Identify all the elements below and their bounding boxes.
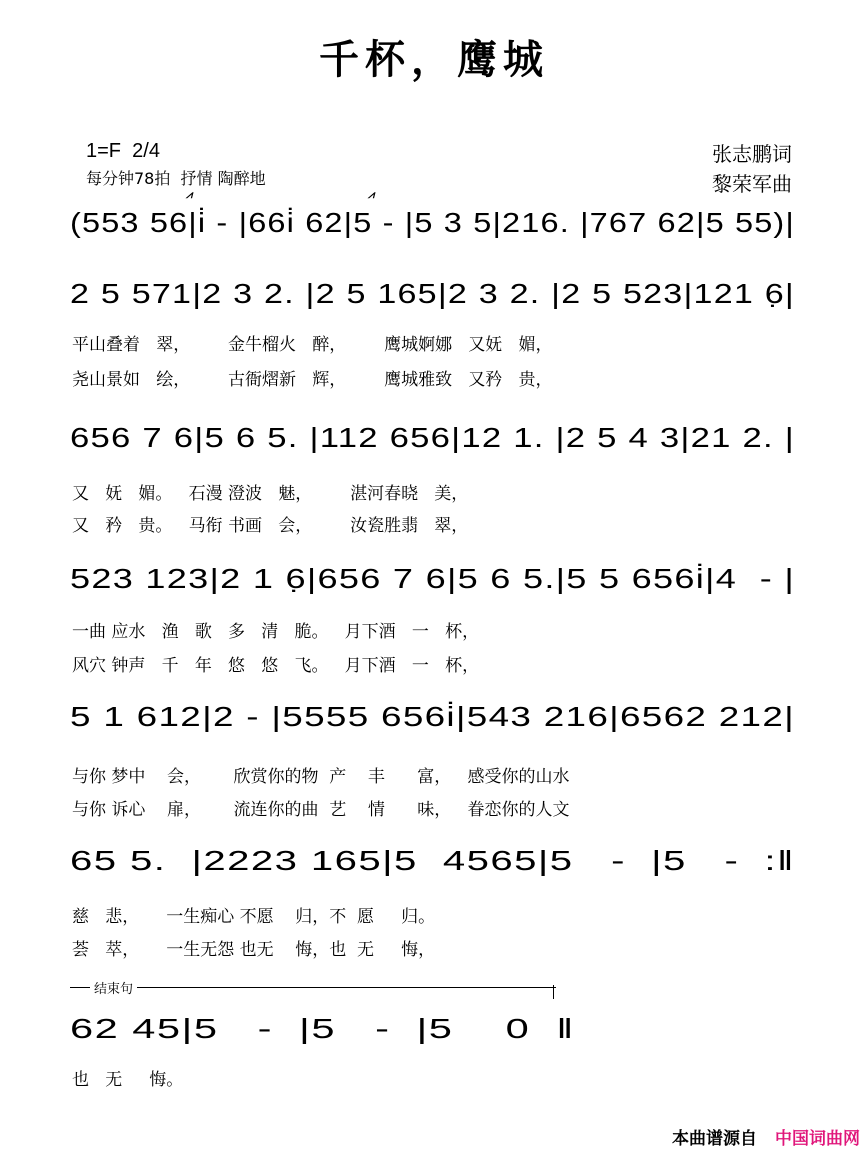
song-title: 千杯，鹰城 <box>319 36 549 83</box>
ending-label: 结束句 <box>94 982 134 997</box>
lyrics-ending: 也 无 悔。 <box>72 1070 184 1090</box>
ending-bracket-tick <box>553 985 554 999</box>
lyrics-verse1-line-5: 慈 悲， 一生痴心 不愿 归，不 愿 归。 <box>72 907 436 927</box>
ornament-mordent-icon: ⩘ <box>368 188 375 201</box>
lyrics-verse1-line-4: 与你 梦中 会， 欣赏你的物 产 丰 富， 感受你的山水 <box>72 767 570 787</box>
notation-line-ending: 62 45|5 - |5 - |5 0 ‖ <box>70 1013 575 1044</box>
notation-line-3: 523 123|2 1 6̣|656 7 6|5 6 5.|5 5 656i̇|4 - | <box>70 563 795 594</box>
lyrics-verse2-line-3: 风穴 钟声 千 年 悠 悠 飞。 月下酒 一 杯， <box>72 656 480 676</box>
source-footer <box>660 1104 860 1149</box>
ending-phrase-bracket <box>70 978 556 997</box>
lyrics-verse2-line-5: 荟 萃， 一生无怨 也无 悔，也 无 悔， <box>72 940 436 960</box>
lyrics-verse1-line-2: 又 妩 媚。 石漫 澄波 魅， 湛河春晓 美， <box>72 484 469 504</box>
lyrics-verse2-line-4: 与你 诉心 扉， 流连你的曲 艺 情 味， 眷恋你的人文 <box>72 800 570 820</box>
notation-line-4: 5 1 612|2 - |5555 656i̇|543 216|6562 212| <box>70 701 795 732</box>
notation-line-1: 2 5 571|2 3 2. |2 5 165|2 3 2. |2 5 523|121 6̣| <box>70 278 795 309</box>
composer: 黎荣军曲 <box>712 172 792 196</box>
lyrics-verse2-line-1: 尧山景如 绘， 古衙熠新 辉， 鹰城雅致 又矜 贵， <box>72 370 553 390</box>
notation-line-5: 65 5. |2223 165|5 4565|5 - |5 - :‖ <box>70 845 795 876</box>
key-time-signature: 1=F 2/4 <box>86 140 160 162</box>
lyrics-verse1-line-1: 平山叠着 翠， 金牛榴火 醉， 鹰城婀娜 又妩 媚， <box>72 335 553 355</box>
lyrics-verse1-line-3: 一曲 应水 渔 歌 多 清 脆。 月下酒 一 杯， <box>72 622 480 642</box>
notation-line-2: 656 7 6|5 6 5. |112 656|12 1. |2 5 4 3|21 2. | <box>70 422 795 453</box>
notation-line-intro: (553 56|i̇ - |66i̇ 62|5 - |5 3 5|216. |767 62|5 55)| <box>70 207 795 238</box>
lyricist: 张志鹏词 <box>712 142 792 166</box>
source-label: 本曲谱源自 <box>672 1129 757 1149</box>
lyrics-verse2-line-2: 又 矜 贵。 马衔 书画 会， 汝瓷胜翡 翠， <box>72 516 469 536</box>
tempo-expression: 每分钟78拍 抒情 陶醉地 <box>86 169 266 188</box>
source-site-link[interactable]: 中国词曲网 <box>775 1129 860 1149</box>
ornament-mordent-icon: ⩘ <box>186 188 193 201</box>
